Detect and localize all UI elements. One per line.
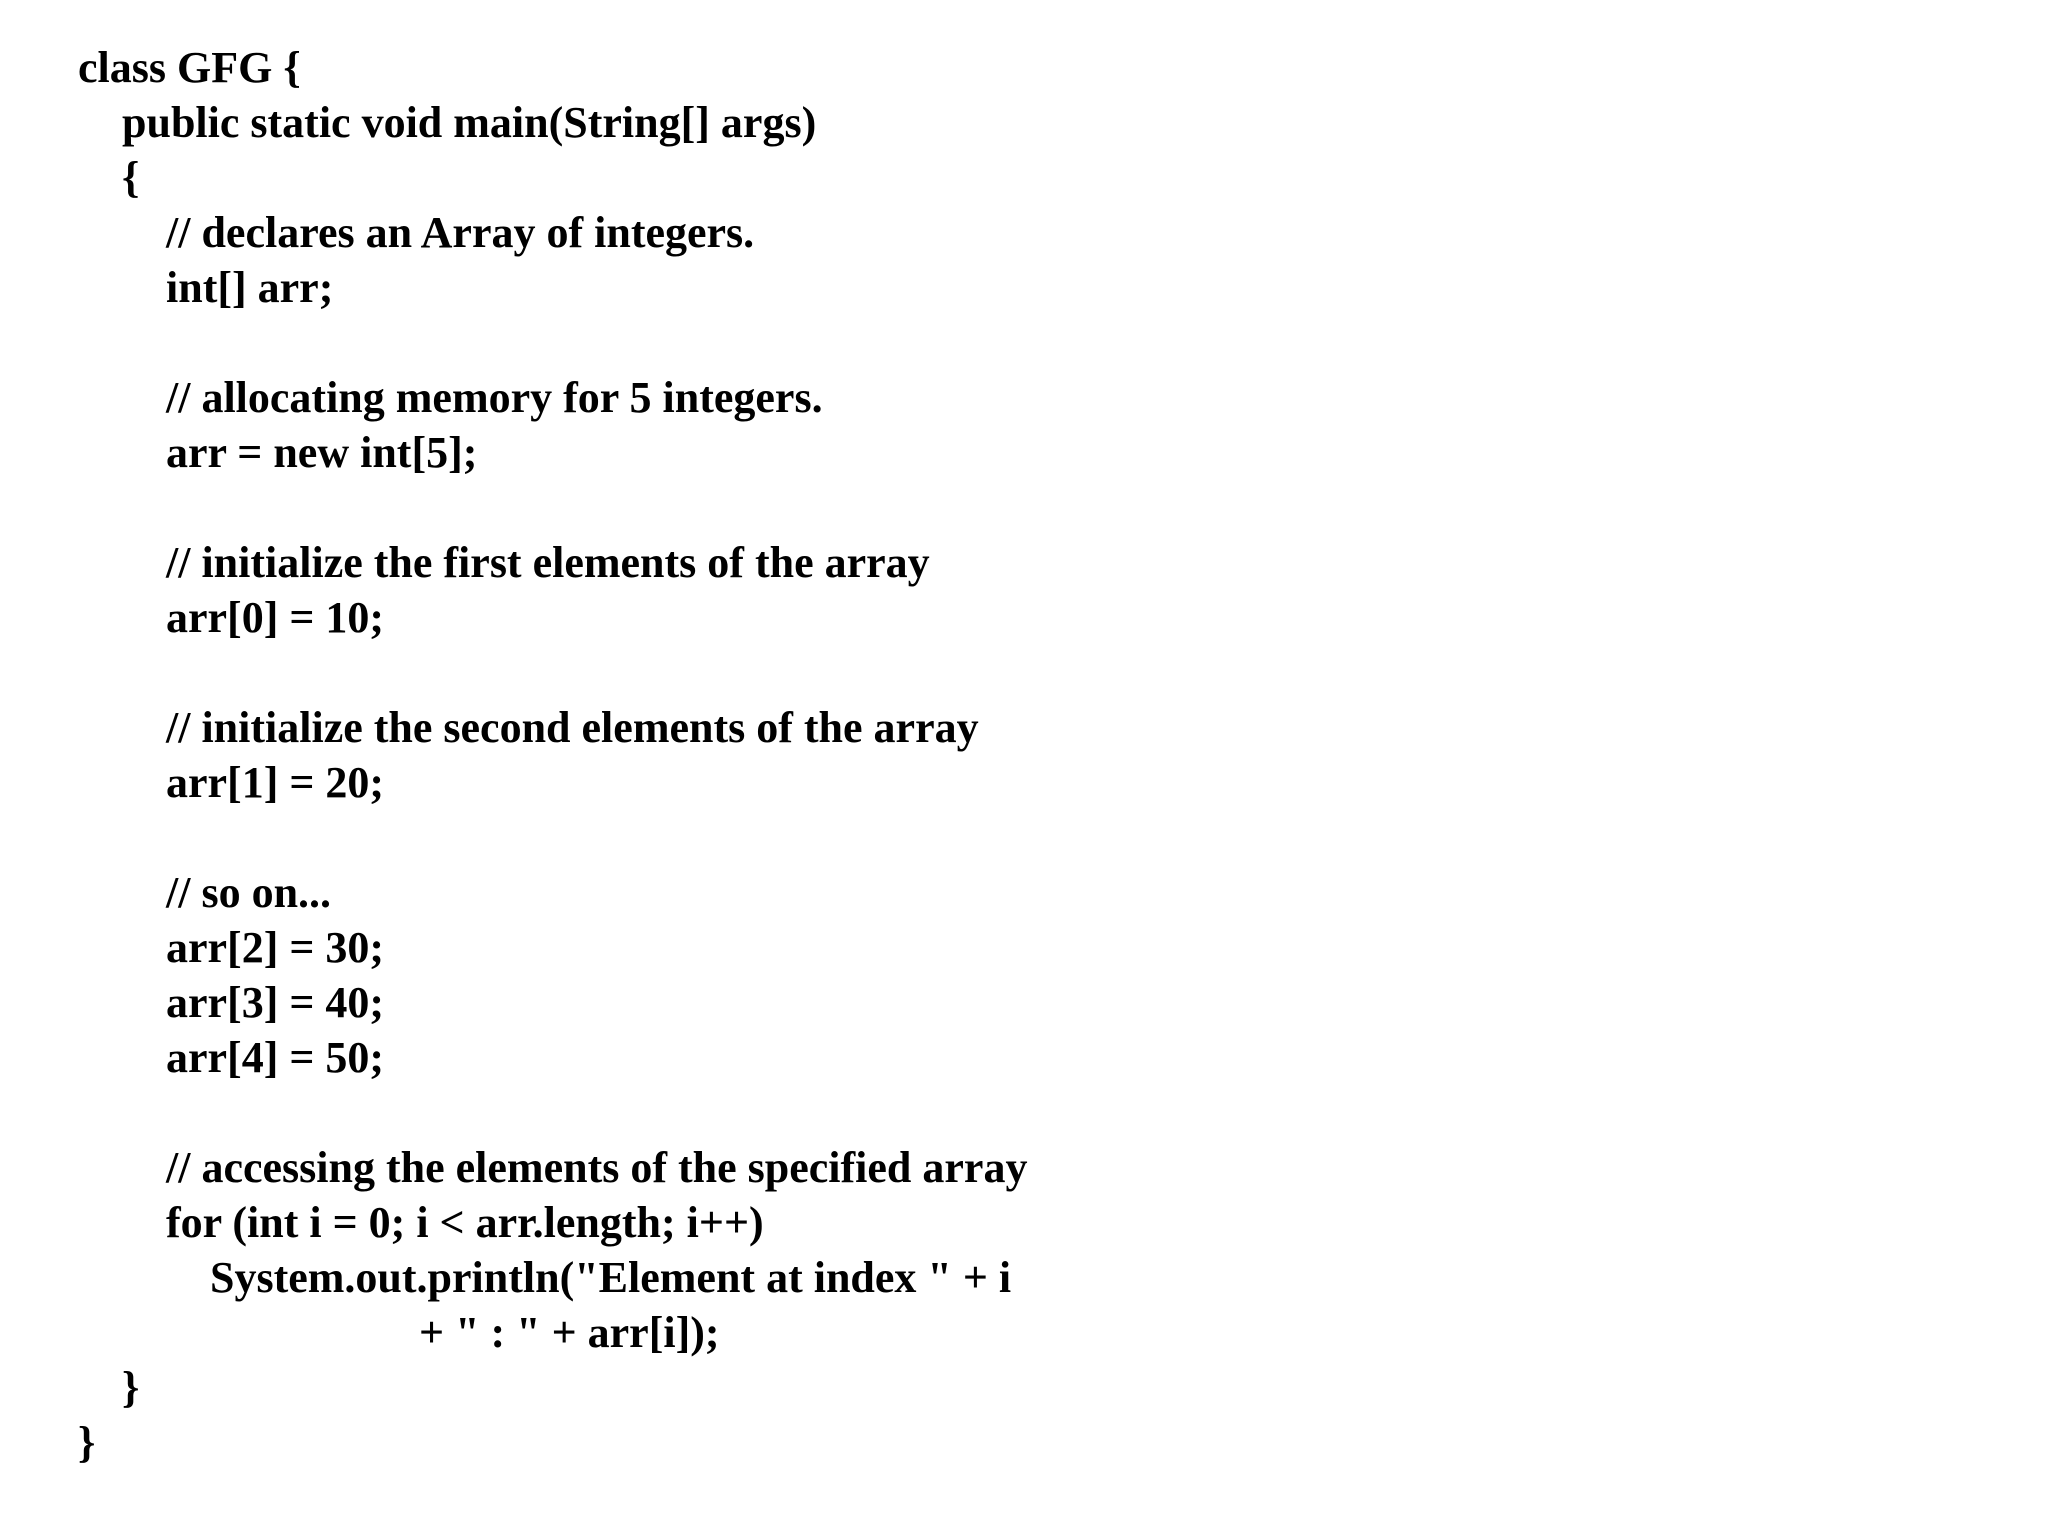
code-line: arr[3] = 40; [78, 978, 385, 1027]
code-line: + " : " + arr[i]); [78, 1308, 720, 1357]
code-line: for (int i = 0; i < arr.length; i++) [78, 1198, 764, 1247]
code-line: // declares an Array of integers. [78, 208, 755, 257]
code-line: arr[1] = 20; [78, 758, 385, 807]
code-line: // allocating memory for 5 integers. [78, 373, 823, 422]
code-line: // accessing the elements of the specified array [78, 1143, 1028, 1192]
code-line: arr[0] = 10; [78, 593, 385, 642]
code-line: // initialize the second elements of the array [78, 703, 979, 752]
code-line [78, 1085, 1027, 1140]
code-line [78, 810, 1027, 865]
code-listing [78, 40, 1027, 1470]
code-line: arr = new int[5]; [78, 428, 478, 477]
code-line: } [78, 1363, 140, 1412]
code-line [78, 480, 1027, 535]
code-line [78, 645, 1027, 700]
code-line: // so on... [78, 868, 332, 917]
code-line: // initialize the first elements of the array [78, 538, 930, 587]
code-line: int[] arr; [78, 263, 334, 312]
code-line: class GFG { [78, 43, 301, 92]
code-line: } [78, 1418, 96, 1467]
code-line: System.out.println("Element at index " + i [78, 1253, 1012, 1302]
code-line: { [78, 153, 140, 202]
code-line: arr[4] = 50; [78, 1033, 385, 1082]
code-line: arr[2] = 30; [78, 923, 385, 972]
code-line: public static void main(String[] args) [78, 98, 817, 147]
code-line [78, 315, 1027, 370]
